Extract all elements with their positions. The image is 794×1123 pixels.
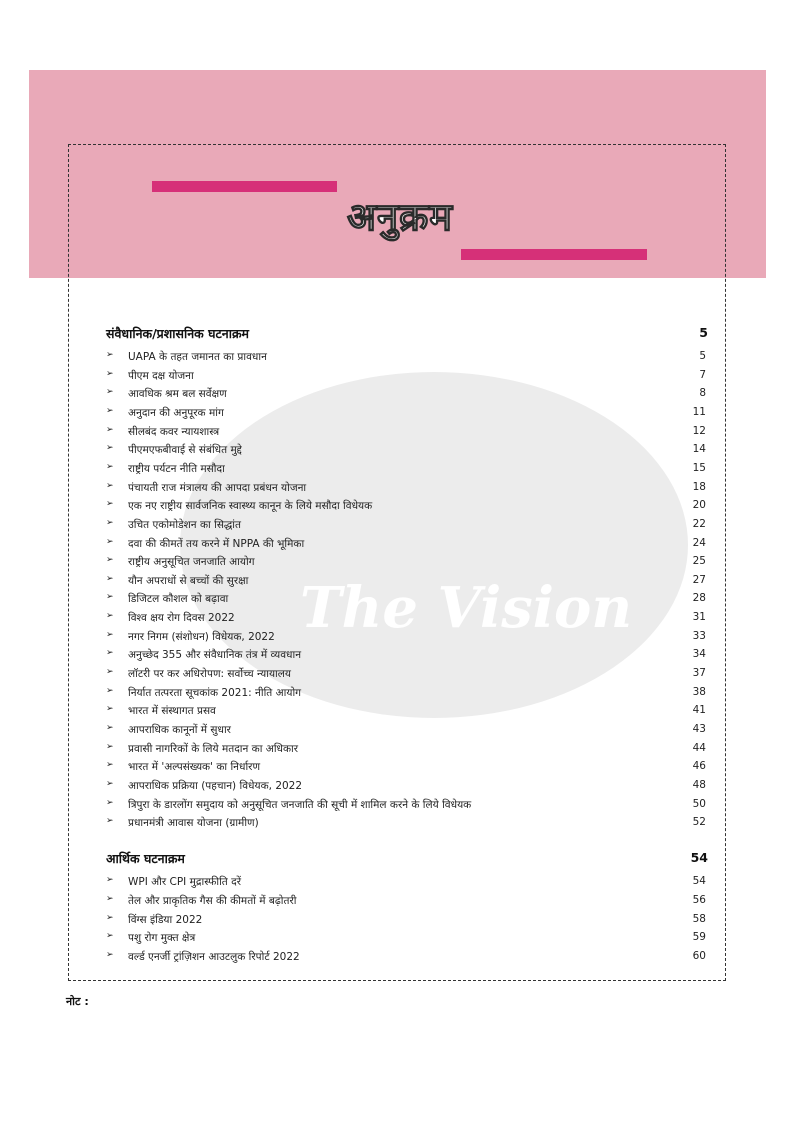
toc-entry-label: WPI और CPI मुद्रास्फीति दरें — [128, 876, 242, 888]
arrow-bullet-icon: ➢ — [106, 797, 114, 808]
toc-entry-label: प्रवासी नागरिकों के लिये मतदान का अधिकार — [128, 742, 299, 755]
arrow-bullet-icon: ➢ — [106, 368, 114, 379]
toc-entry[interactable] — [106, 950, 708, 968]
toc-entry-label: डिजिटल कौशल को बढ़ावा — [128, 593, 229, 606]
toc-entry-label: पंचायती राज मंत्रालय की आपदा प्रबंधन योजना — [128, 481, 307, 494]
toc-entry[interactable] — [106, 443, 708, 461]
arrow-bullet-icon: ➢ — [106, 405, 114, 416]
arrow-bullet-icon: ➢ — [106, 611, 114, 622]
toc-entry[interactable] — [106, 667, 708, 685]
toc-entry[interactable] — [106, 592, 708, 610]
toc-entry-page-number: 11 — [692, 405, 706, 418]
arrow-bullet-icon: ➢ — [106, 667, 114, 678]
toc-entry[interactable] — [106, 779, 708, 797]
toc-entry-page-number: 44 — [692, 741, 706, 754]
toc-entry[interactable] — [106, 742, 708, 760]
section-title: संवैधानिक/प्रशासनिक घटनाक्रम — [106, 326, 250, 341]
toc-entry-page-number: 5 — [699, 350, 706, 362]
toc-entry[interactable] — [106, 462, 708, 480]
toc-entry-page-number: 31 — [692, 611, 706, 624]
section-heading[interactable] — [106, 325, 708, 345]
toc-entry-label: आपराधिक कानूनों में सुधार — [128, 724, 231, 736]
toc-entry-label: पशु रोग मुक्त क्षेत्र — [128, 932, 196, 945]
toc-entry[interactable] — [106, 931, 708, 949]
toc-entry[interactable] — [106, 686, 708, 704]
toc-entry-page-number: 12 — [692, 424, 706, 437]
toc-entry-page-number: 28 — [692, 592, 706, 605]
toc-entry-label: भारत में संस्थागत प्रसव — [128, 705, 216, 718]
toc-entry-label: अनुदान की अनुपूरक मांग — [128, 406, 224, 419]
toc-entry[interactable] — [106, 369, 708, 387]
toc-entry[interactable] — [106, 555, 708, 573]
toc-entry[interactable] — [106, 760, 708, 778]
toc-entry-page-number: 37 — [692, 667, 706, 680]
toc-entry[interactable] — [106, 894, 708, 912]
toc-entry[interactable] — [106, 406, 708, 424]
watermark-text: The Vision — [300, 575, 633, 641]
toc-entry-label: राष्ट्रीय पर्यटन नीति मसौदा — [128, 462, 225, 475]
toc-entry-label: तेल और प्राकृतिक गैस की कीमतों में बढ़ोतरी — [128, 894, 297, 907]
toc-entry[interactable] — [106, 425, 708, 443]
toc-entry[interactable] — [106, 875, 708, 893]
toc-entry-page-number: 25 — [692, 555, 706, 568]
toc-entry-page-number: 41 — [692, 704, 706, 717]
toc-entry-page-number: 46 — [692, 760, 706, 773]
toc-entry-label: उचित एकोमोडेशन का सिद्धांत — [128, 518, 242, 531]
arrow-bullet-icon: ➢ — [106, 931, 114, 942]
toc-entry-page-number: 27 — [692, 573, 706, 586]
toc-entry-page-number: 7 — [699, 368, 706, 381]
footer-note: नोट : — [66, 995, 89, 1008]
toc-entry[interactable] — [106, 798, 708, 816]
toc-entry-page-number: 15 — [692, 461, 706, 474]
arrow-bullet-icon: ➢ — [106, 555, 114, 566]
section-title: आर्थिक घटनाक्रम — [106, 851, 185, 866]
arrow-bullet-icon: ➢ — [106, 741, 114, 752]
arrow-bullet-icon: ➢ — [106, 893, 114, 904]
arrow-bullet-icon: ➢ — [106, 629, 114, 640]
toc-entry[interactable] — [106, 630, 708, 648]
toc-entry-page-number: 24 — [692, 536, 706, 549]
arrow-bullet-icon: ➢ — [106, 443, 114, 454]
toc-entry[interactable] — [106, 387, 708, 405]
toc-entry-page-number: 33 — [692, 629, 706, 642]
arrow-bullet-icon: ➢ — [106, 387, 114, 398]
toc-entry-label: लॉटरी पर कर अधिरोपण: सर्वोच्च न्यायालय — [128, 668, 291, 681]
toc-entry-page-number: 58 — [692, 912, 706, 925]
toc-entry-page-number: 38 — [692, 685, 706, 698]
toc-entry[interactable] — [106, 518, 708, 536]
toc-entry-label: आवधिक श्रम बल सर्वेक्षण — [128, 388, 227, 401]
arrow-bullet-icon: ➢ — [106, 517, 114, 528]
toc-entry[interactable] — [106, 723, 708, 741]
toc-entry-page-number: 60 — [692, 950, 706, 962]
toc-entry[interactable] — [106, 611, 708, 629]
toc-entry-label: UAPA के तहत जमानत का प्रावधान — [128, 351, 267, 363]
arrow-bullet-icon: ➢ — [106, 461, 114, 472]
toc-entry[interactable] — [106, 499, 708, 517]
toc-entry[interactable] — [106, 648, 708, 666]
arrow-bullet-icon: ➢ — [106, 950, 114, 960]
toc-entry[interactable] — [106, 350, 708, 368]
page-title: अनुक्रम — [346, 195, 454, 239]
toc-entry-label: एक नए राष्ट्रीय सार्वजनिक स्वास्थ्य कानून के लिये मसौदा विधेयक — [128, 500, 373, 513]
toc-entry-label: राष्ट्रीय अनुसूचित जनजाति आयोग — [128, 556, 255, 569]
toc-entry[interactable] — [106, 537, 708, 555]
arrow-bullet-icon: ➢ — [106, 648, 114, 659]
toc-entry-label: प्रधानमंत्री आवास योजना (ग्रामीण) — [128, 817, 259, 830]
arrow-bullet-icon: ➢ — [106, 723, 114, 733]
arrow-bullet-icon: ➢ — [106, 424, 114, 435]
section-page-number: 54 — [690, 850, 708, 865]
arrow-bullet-icon: ➢ — [106, 704, 114, 715]
toc-entry-label: यौन अपराधों से बच्चों की सुरक्षा — [128, 574, 249, 587]
arrow-bullet-icon: ➢ — [106, 912, 114, 923]
toc-entry-page-number: 20 — [692, 499, 706, 512]
toc-entry-page-number: 59 — [692, 931, 706, 944]
toc-entry-page-number: 54 — [692, 875, 706, 887]
toc-entry[interactable] — [106, 816, 708, 834]
toc-entry-page-number: 18 — [692, 480, 706, 493]
toc-entry-page-number: 34 — [692, 648, 706, 661]
arrow-bullet-icon: ➢ — [106, 816, 114, 827]
toc-entry-page-number: 56 — [692, 893, 706, 906]
toc-entry-page-number: 14 — [692, 443, 706, 456]
toc-entry-label: आपराधिक प्रक्रिया (पहचान) विधेयक, 2022 — [128, 779, 303, 792]
toc-entry-label: वर्ल्ड एनर्जी ट्रांज़िशन आउटलुक रिपोर्ट 2022 — [128, 951, 300, 963]
toc-entry-label: त्रिपुरा के डारलोंग समुदाय को अनुसूचित जनजाति की सूची में शामिल करने के लिये विधेयक — [128, 798, 472, 811]
toc-entry-page-number: 50 — [692, 797, 706, 810]
arrow-bullet-icon: ➢ — [106, 350, 114, 360]
toc-entry-label: नगर निगम (संशोधन) विधेयक, 2022 — [128, 630, 275, 643]
toc-entry-label: निर्यात तत्परता सूचकांक 2021: नीति आयोग — [128, 686, 302, 699]
toc-entry[interactable] — [106, 574, 708, 592]
arrow-bullet-icon: ➢ — [106, 875, 114, 885]
toc-entry-page-number: 43 — [692, 723, 706, 735]
arrow-bullet-icon: ➢ — [106, 536, 114, 547]
arrow-bullet-icon: ➢ — [106, 480, 114, 491]
toc-entry[interactable] — [106, 704, 708, 722]
arrow-bullet-icon: ➢ — [106, 499, 114, 510]
arrow-bullet-icon: ➢ — [106, 760, 114, 771]
toc-entry-label: सीलबंद कवर न्यायशास्त्र — [128, 425, 220, 438]
toc-entry-label: अनुच्छेद 355 और संवैधानिक तंत्र में व्यवधान — [128, 649, 302, 662]
toc-entry-page-number: 8 — [699, 387, 706, 400]
toc-entry-page-number: 52 — [692, 816, 706, 829]
arrow-bullet-icon: ➢ — [106, 685, 114, 696]
arrow-bullet-icon: ➢ — [106, 778, 114, 789]
toc-entry-label: दवा की कीमतें तय करने में NPPA की भूमिका — [128, 537, 305, 550]
arrow-bullet-icon: ➢ — [106, 592, 114, 603]
section-heading[interactable] — [106, 850, 708, 870]
toc-entry-page-number: 22 — [692, 517, 706, 530]
toc-entry-label: विश्व क्षय रोग दिवस 2022 — [128, 612, 235, 625]
toc-entry-label: पीएमएफबीवाई से संबंधित मुद्दे — [128, 444, 242, 457]
toc-entry-page-number: 48 — [692, 778, 706, 791]
toc-entry[interactable] — [106, 913, 708, 931]
toc-entry-label: विंग्स इंडिया 2022 — [128, 913, 203, 926]
toc-entry-label: पीएम दक्ष योजना — [128, 369, 194, 382]
toc-entry-label: भारत में 'अल्पसंख्यक' का निर्धारण — [128, 761, 261, 774]
toc-entry[interactable] — [106, 481, 708, 499]
section-page-number: 5 — [699, 325, 708, 340]
arrow-bullet-icon: ➢ — [106, 573, 114, 584]
